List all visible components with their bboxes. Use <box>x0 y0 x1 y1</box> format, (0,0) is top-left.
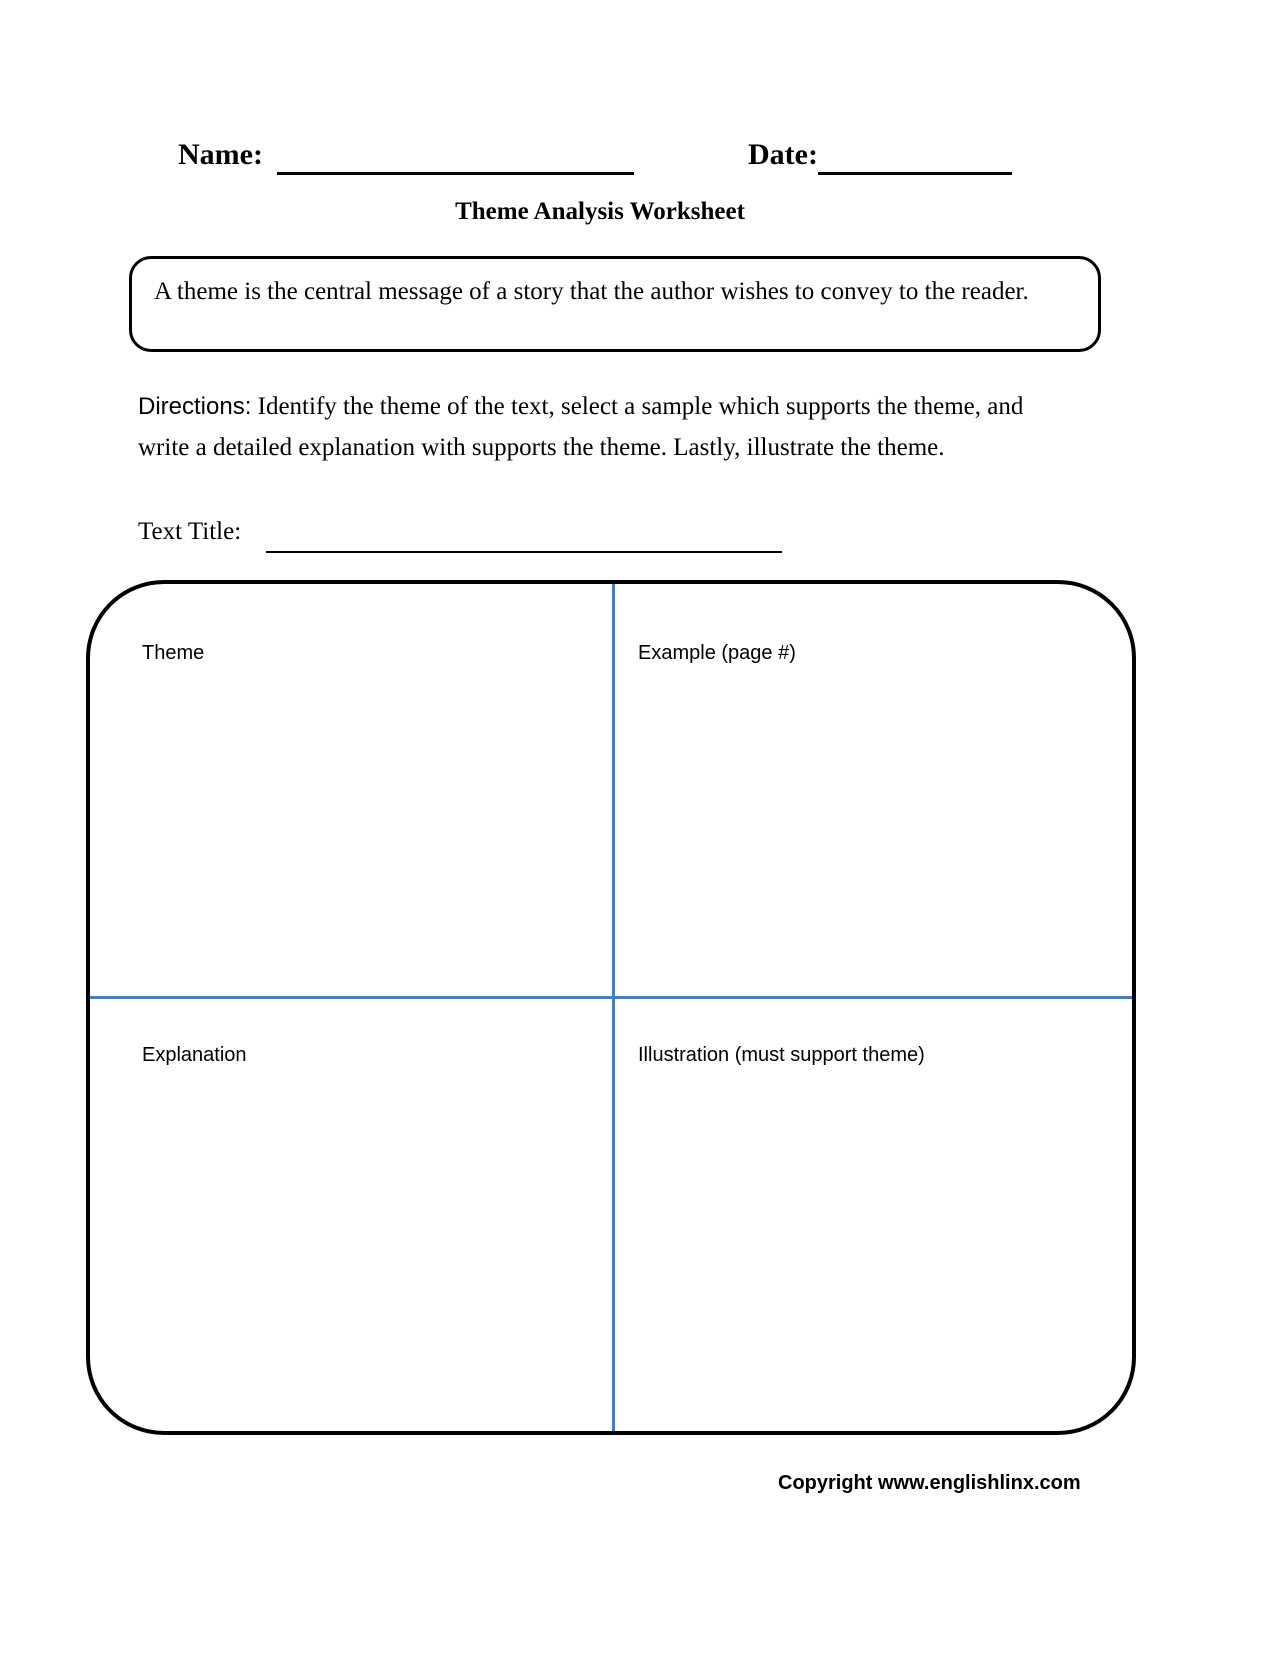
definition-box <box>129 256 1101 352</box>
text-title-label: Text Title: <box>138 518 242 545</box>
name-write-line[interactable] <box>277 172 634 175</box>
name-label: Name: <box>178 138 263 171</box>
date-write-line[interactable] <box>818 172 1012 175</box>
definition-text: A theme is the central message of a story that the author wishes to convey to the reader. <box>154 278 1029 305</box>
vertical-divider <box>612 584 615 1431</box>
cell-label-illustration: Illustration (must support theme) <box>638 1044 925 1066</box>
directions-paragraph <box>138 386 1058 468</box>
organizer-inner <box>90 584 1132 1431</box>
horizontal-divider <box>90 996 1132 999</box>
cell-label-explanation: Explanation <box>142 1044 247 1066</box>
text-title-row <box>138 518 838 560</box>
cell-label-theme: Theme <box>142 642 205 664</box>
text-title-write-line[interactable] <box>266 551 782 553</box>
directions-lead-label: Directions: <box>138 393 252 420</box>
page-title: Theme Analysis Worksheet <box>455 198 745 225</box>
date-label: Date: <box>748 138 818 171</box>
directions-body-text: Identify the theme of the text, select a sample which supports the theme, and write a detailed explanation with supports the theme. Lastly, illustrate the theme. <box>138 393 1024 461</box>
copyright-notice: Copyright www.englishlinx.com <box>778 1472 1081 1494</box>
theme-organizer-grid <box>86 580 1136 1435</box>
name-date-row <box>0 138 1275 184</box>
cell-label-example: Example (page #) <box>638 642 796 664</box>
